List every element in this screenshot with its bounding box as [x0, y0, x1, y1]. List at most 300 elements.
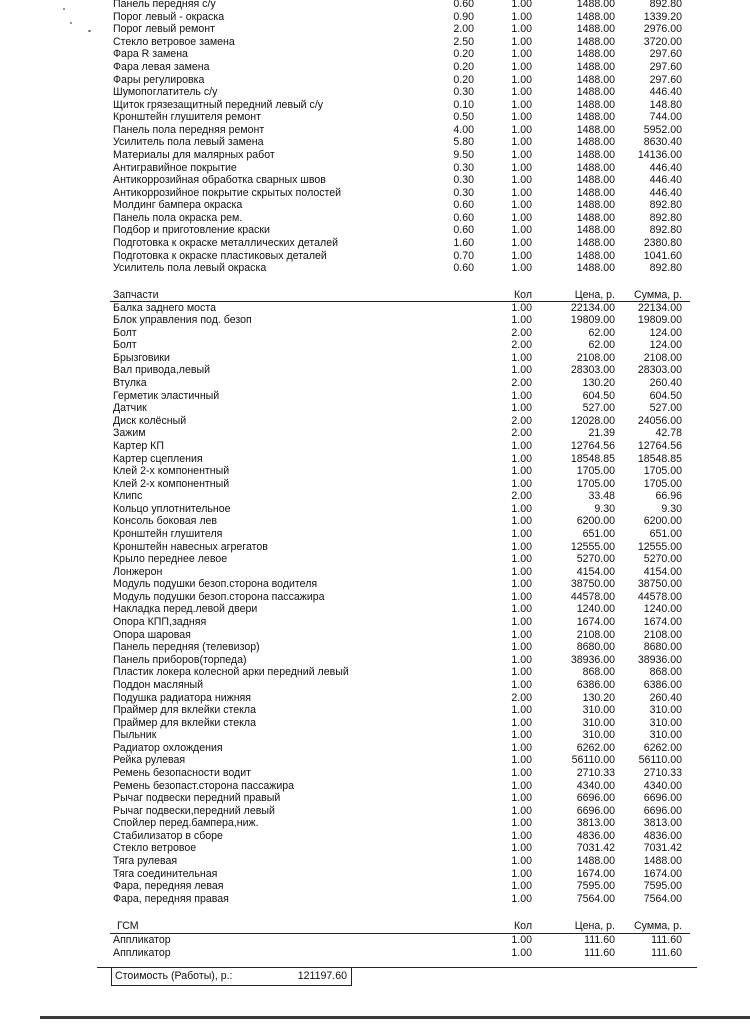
part-price: 7564.00 — [576, 892, 615, 905]
work-name: Антигравийное покрытие — [113, 161, 237, 174]
work-sum: 3720.00 — [643, 35, 682, 48]
work-k: 1.00 — [511, 35, 532, 48]
part-price: 38936.00 — [570, 653, 615, 666]
work-sum: 148.80 — [649, 98, 682, 111]
part-sum: 868.00 — [649, 666, 682, 679]
work-cost-total — [111, 968, 352, 986]
part-price: 2108.00 — [576, 351, 615, 364]
part-name: Клей 2-х компонентный — [113, 465, 230, 477]
work-row — [0, 212, 750, 225]
work-nh: 0.30 — [453, 174, 474, 187]
work-k: 1.00 — [511, 98, 532, 111]
part-name: Кольцо уплотнительное — [113, 502, 231, 515]
work-price: 1488.00 — [576, 136, 615, 149]
gsm-qty-header: Кол — [513, 920, 532, 932]
part-sum: 260.40 — [649, 377, 682, 389]
work-sum: 8630.40 — [643, 136, 682, 149]
part-sum: 310.00 — [649, 729, 682, 742]
part-price: 5270.00 — [576, 553, 615, 566]
work-name: Панель пола передняя ремонт — [113, 123, 265, 136]
scan-bottom-edge — [40, 1016, 750, 1019]
work-price: 1488.00 — [576, 48, 615, 61]
part-row — [0, 302, 750, 315]
part-sum: 5270.00 — [643, 553, 682, 566]
work-sum: 14136.00 — [637, 149, 682, 161]
part-price: 12028.00 — [570, 414, 615, 427]
part-qty: 1.00 — [511, 439, 532, 452]
work-row — [0, 36, 750, 49]
work-nh: 9.50 — [453, 149, 474, 161]
part-qty: 2.00 — [511, 339, 532, 352]
work-name: Подбор и приготовление краски — [113, 224, 270, 237]
work-k: 1.00 — [511, 186, 532, 199]
work-row — [0, 199, 750, 212]
work-nh: 0.60 — [453, 0, 474, 10]
work-name: Материалы для малярных работ — [113, 149, 275, 161]
work-price: 1488.00 — [576, 60, 615, 73]
work-row — [0, 237, 750, 250]
work-nh: 0.10 — [453, 98, 474, 111]
part-name: Рейка рулевая — [113, 754, 186, 767]
work-nh: 0.30 — [453, 161, 474, 174]
part-qty: 1.00 — [511, 678, 532, 691]
part-qty: 1.00 — [511, 892, 532, 905]
part-name: Вал привода,левый — [113, 364, 211, 377]
part-qty: 1.00 — [511, 754, 532, 767]
part-price: 44578.00 — [570, 590, 615, 603]
part-sum: 2710.33 — [643, 767, 682, 779]
part-row — [0, 327, 750, 340]
part-price: 12555.00 — [570, 540, 615, 553]
work-nh: 4.00 — [453, 123, 474, 136]
part-name: Фара, передняя левая — [113, 880, 224, 893]
part-name: Клей 2-х компонентный — [113, 477, 230, 490]
gsm-name: Аппликатор — [113, 946, 171, 959]
part-row — [0, 805, 750, 818]
work-sum: 744.00 — [649, 111, 682, 124]
part-row — [0, 868, 750, 881]
part-row — [0, 578, 750, 591]
part-row — [0, 729, 750, 742]
part-qty: 1.00 — [511, 855, 532, 867]
gsm-name: Аппликатор — [113, 934, 171, 946]
part-price: 1240.00 — [576, 603, 615, 616]
part-qty: 1.00 — [511, 364, 532, 377]
part-price: 21.39 — [588, 427, 615, 440]
part-sum: 44578.00 — [637, 590, 682, 603]
part-price: 62.00 — [588, 339, 615, 352]
part-qty: 1.00 — [511, 628, 532, 641]
part-name: Картер сцепления — [113, 452, 203, 465]
part-sum: 7564.00 — [643, 892, 682, 905]
part-sum: 651.00 — [649, 527, 682, 540]
work-nh: 0.20 — [453, 60, 474, 73]
work-row — [0, 136, 750, 149]
part-sum: 310.00 — [649, 716, 682, 729]
part-price: 8680.00 — [576, 641, 615, 654]
work-name: Антикоррозийное покрытие скрытых полостей — [113, 186, 342, 199]
part-sum: 6386.00 — [643, 678, 682, 691]
part-qty: 1.00 — [511, 767, 532, 779]
work-k: 1.00 — [511, 199, 532, 212]
part-name: Кронштейн глушителя — [113, 527, 223, 540]
part-name: Ремень безопаст.сторона пассажира — [113, 779, 295, 792]
part-row — [0, 402, 750, 415]
scan-speck — [88, 30, 91, 32]
part-row — [0, 616, 750, 629]
work-row — [0, 74, 750, 87]
part-row — [0, 528, 750, 541]
part-row — [0, 415, 750, 428]
gsm-row — [0, 947, 750, 960]
part-sum: 9.30 — [661, 502, 682, 515]
work-name: Фары регулировка — [113, 73, 205, 86]
part-sum: 12555.00 — [637, 540, 682, 553]
part-name: Консоль боковая лев — [113, 515, 218, 528]
part-name: Диск колёсный — [113, 414, 187, 427]
part-sum: 6262.00 — [643, 741, 682, 754]
part-qty: 1.00 — [511, 729, 532, 742]
part-price: 4836.00 — [576, 829, 615, 842]
work-name: Подготовка к окраске металлических деталей — [113, 237, 339, 249]
part-price: 3813.00 — [576, 817, 615, 830]
work-nh: 0.60 — [453, 224, 474, 237]
part-row — [0, 515, 750, 528]
part-row — [0, 666, 750, 679]
part-price: 868.00 — [582, 666, 615, 679]
part-name: Пыльник — [113, 729, 157, 742]
part-sum: 38936.00 — [637, 653, 682, 666]
work-row — [0, 250, 750, 263]
part-qty: 1.00 — [511, 641, 532, 654]
part-price: 1488.00 — [576, 855, 615, 867]
work-nh: 5.80 — [453, 136, 474, 149]
part-price: 604.50 — [582, 389, 615, 402]
work-name: Панель передняя с/у — [113, 0, 216, 10]
work-price: 1488.00 — [576, 237, 615, 249]
part-row — [0, 440, 750, 453]
part-qty: 1.00 — [511, 842, 532, 855]
work-price: 1488.00 — [576, 73, 615, 86]
part-name: Радиатор охлождения — [113, 741, 223, 754]
work-row — [0, 124, 750, 137]
part-sum: 19809.00 — [637, 314, 682, 327]
part-row — [0, 490, 750, 503]
part-price: 1705.00 — [576, 465, 615, 477]
part-sum: 2108.00 — [643, 351, 682, 364]
part-row — [0, 541, 750, 554]
work-price: 1488.00 — [576, 174, 615, 187]
part-qty: 1.00 — [511, 603, 532, 616]
part-sum: 66.96 — [655, 490, 682, 503]
part-name: Балка заднего моста — [113, 301, 216, 314]
part-row — [0, 893, 750, 906]
work-sum: 446.40 — [649, 86, 682, 99]
part-qty: 2.00 — [511, 377, 532, 389]
work-price: 1488.00 — [576, 86, 615, 99]
part-price: 651.00 — [582, 527, 615, 540]
part-row — [0, 339, 750, 352]
work-k: 1.00 — [511, 224, 532, 237]
part-row — [0, 830, 750, 843]
part-row — [0, 692, 750, 705]
part-row — [0, 817, 750, 830]
gsm-sum-header: Сумма, р. — [633, 920, 682, 932]
part-sum: 42.78 — [655, 427, 682, 440]
work-k: 1.00 — [511, 23, 532, 36]
part-sum: 7031.42 — [643, 842, 682, 855]
part-row — [0, 641, 750, 654]
scan-speck — [70, 22, 72, 24]
part-name: Болт — [113, 339, 137, 352]
scan-speck — [63, 8, 65, 10]
part-price: 1705.00 — [576, 477, 615, 490]
work-name: Шумопоглатитель с/у — [113, 86, 218, 99]
gsm-price: 111.60 — [584, 934, 615, 946]
part-qty: 1.00 — [511, 465, 532, 477]
part-price: 6200.00 — [576, 515, 615, 528]
part-name: Ремень безопасности водит — [113, 767, 252, 779]
part-qty: 2.00 — [511, 414, 532, 427]
part-sum: 124.00 — [649, 326, 682, 339]
part-sum: 6696.00 — [643, 804, 682, 817]
part-sum: 2108.00 — [643, 628, 682, 641]
work-price: 1488.00 — [576, 211, 615, 224]
part-name: Стабилизатор в сборе — [113, 829, 223, 842]
part-name: Болт — [113, 326, 137, 339]
work-nh: 1.60 — [453, 237, 474, 249]
part-sum: 527.00 — [649, 402, 682, 415]
part-price: 9.30 — [594, 502, 615, 515]
gsm-sum: 111.60 — [651, 934, 682, 946]
part-name: Пластик локера колесной арки передний левый — [113, 666, 349, 679]
part-price: 1674.00 — [576, 616, 615, 628]
work-name: Порог левый - окраска — [113, 10, 225, 23]
part-row — [0, 654, 750, 667]
part-row — [0, 717, 750, 730]
part-qty: 1.00 — [511, 515, 532, 528]
part-price: 1674.00 — [576, 867, 615, 880]
work-price: 1488.00 — [576, 0, 615, 10]
gsm-title: ГСМ — [117, 920, 139, 932]
part-row — [0, 478, 750, 491]
work-price: 1488.00 — [576, 224, 615, 237]
part-price: 130.20 — [582, 377, 615, 389]
work-row — [0, 187, 750, 200]
part-row — [0, 314, 750, 327]
part-name: Тяга рулевая — [113, 855, 178, 867]
part-qty: 1.00 — [511, 590, 532, 603]
work-nh: 2.00 — [453, 23, 474, 36]
work-name: Усилитель пола левый окраска — [113, 262, 267, 275]
part-sum: 6200.00 — [643, 515, 682, 528]
parts-sum-header: Сумма, р. — [633, 289, 682, 301]
part-row — [0, 792, 750, 805]
part-name: Втулка — [113, 377, 147, 389]
part-qty: 2.00 — [511, 691, 532, 704]
part-qty: 1.00 — [511, 716, 532, 729]
part-price: 19809.00 — [570, 314, 615, 327]
work-sum: 5952.00 — [643, 123, 682, 136]
part-qty: 1.00 — [511, 867, 532, 880]
work-row — [0, 174, 750, 187]
work-price: 1488.00 — [576, 149, 615, 161]
part-name: Опора шаровая — [113, 628, 191, 641]
work-price: 1488.00 — [576, 10, 615, 23]
part-qty: 1.00 — [511, 351, 532, 364]
work-sum: 297.60 — [649, 60, 682, 73]
work-sum: 892.80 — [649, 199, 682, 212]
work-row — [0, 262, 750, 275]
part-name: Праймер для вклейки стекла — [113, 716, 256, 729]
parts-header — [0, 288, 750, 302]
work-nh: 0.90 — [453, 10, 474, 23]
part-name: Блок управления под. безоп — [113, 314, 252, 327]
work-row — [0, 162, 750, 175]
part-price: 33.48 — [588, 490, 615, 503]
work-k: 1.00 — [511, 48, 532, 61]
part-price: 22134.00 — [570, 301, 615, 314]
parts-qty-header: Кол — [513, 289, 532, 301]
part-row — [0, 591, 750, 604]
gsm-price-header: Цена, р. — [574, 920, 615, 932]
part-row — [0, 742, 750, 755]
part-price: 6696.00 — [576, 792, 615, 805]
part-row — [0, 767, 750, 780]
part-qty: 1.00 — [511, 741, 532, 754]
work-sum: 892.80 — [649, 224, 682, 237]
part-row — [0, 679, 750, 692]
part-name: Подушка радиатора нижняя — [113, 691, 252, 704]
part-row — [0, 780, 750, 793]
part-qty: 1.00 — [511, 779, 532, 792]
part-name: Опора КПП,задняя — [113, 616, 207, 628]
part-row — [0, 377, 750, 390]
part-name: Крыло переднее левое — [113, 553, 228, 566]
total-value: 121197.60 — [297, 970, 347, 982]
part-sum: 604.50 — [649, 389, 682, 402]
part-row — [0, 842, 750, 855]
part-price: 18548.85 — [570, 452, 615, 465]
part-price: 2710.33 — [576, 767, 615, 779]
part-sum: 18548.85 — [637, 452, 682, 465]
part-sum: 22134.00 — [637, 301, 682, 314]
work-sum: 892.80 — [649, 0, 682, 10]
work-nh: 0.30 — [453, 186, 474, 199]
part-qty: 1.00 — [511, 616, 532, 628]
part-row — [0, 503, 750, 516]
part-name: Рычаг подвески,передний левый — [113, 804, 275, 817]
part-qty: 1.00 — [511, 452, 532, 465]
work-name: Панель пола окраска рем. — [113, 211, 243, 224]
gsm-row — [0, 934, 750, 947]
part-qty: 1.00 — [511, 402, 532, 415]
part-price: 62.00 — [588, 326, 615, 339]
work-row — [0, 23, 750, 36]
work-price: 1488.00 — [576, 262, 615, 275]
part-sum: 24056.00 — [637, 414, 682, 427]
work-k: 1.00 — [511, 123, 532, 136]
work-row — [0, 149, 750, 162]
part-sum: 28303.00 — [637, 364, 682, 377]
gsm-qty: 1.00 — [511, 946, 532, 959]
work-name: Порог левый ремонт — [113, 23, 215, 36]
work-k: 1.00 — [511, 174, 532, 187]
gsm-price: 111.60 — [584, 946, 615, 959]
part-qty: 1.00 — [511, 578, 532, 591]
total-label: Стоимость (Работы), р.: — [115, 970, 233, 982]
work-k: 1.00 — [511, 86, 532, 99]
part-sum: 1674.00 — [643, 867, 682, 880]
part-name: Клипс — [113, 490, 143, 503]
work-sum: 1041.60 — [643, 249, 682, 262]
part-price: 6696.00 — [576, 804, 615, 817]
work-nh: 0.60 — [453, 199, 474, 212]
gsm-header — [0, 919, 750, 933]
part-qty: 1.00 — [511, 301, 532, 314]
gsm-qty: 1.00 — [511, 934, 532, 946]
work-row — [0, 48, 750, 61]
part-price: 130.20 — [582, 691, 615, 704]
part-name: Фара, передняя правая — [113, 892, 229, 905]
part-row — [0, 553, 750, 566]
part-name: Тяга соединительная — [113, 867, 218, 880]
part-price: 310.00 — [582, 704, 615, 717]
part-price: 6262.00 — [576, 741, 615, 754]
part-price: 310.00 — [582, 729, 615, 742]
part-sum: 38750.00 — [637, 578, 682, 591]
work-sum: 297.60 — [649, 48, 682, 61]
work-name: Фара R замена — [113, 48, 188, 61]
work-k: 1.00 — [511, 73, 532, 86]
work-sum: 1339.20 — [643, 10, 682, 23]
part-row — [0, 427, 750, 440]
work-nh: 0.70 — [453, 249, 474, 262]
part-qty: 1.00 — [511, 704, 532, 717]
part-sum: 4340.00 — [643, 779, 682, 792]
part-name: Датчик — [113, 402, 147, 415]
work-price: 1488.00 — [576, 111, 615, 124]
work-name: Стекло ветровое замена — [113, 35, 235, 48]
part-name: Модуль подушки безоп.сторона водителя — [113, 578, 318, 591]
part-row — [0, 566, 750, 579]
part-row — [0, 704, 750, 717]
part-price: 56110.00 — [571, 754, 615, 767]
part-qty: 1.00 — [511, 792, 532, 805]
part-name: Панель приборов(торпеда) — [113, 653, 247, 666]
work-price: 1488.00 — [576, 35, 615, 48]
work-row — [0, 111, 750, 124]
part-sum: 56110.00 — [638, 754, 682, 767]
work-k: 1.00 — [511, 237, 532, 249]
work-price: 1488.00 — [576, 23, 615, 36]
work-nh: 0.60 — [453, 211, 474, 224]
work-price: 1488.00 — [576, 123, 615, 136]
work-name: Усилитель пола левый замена — [113, 136, 264, 149]
work-k: 1.00 — [511, 0, 532, 10]
work-nh: 0.60 — [453, 262, 474, 275]
work-nh: 0.30 — [453, 86, 474, 99]
part-name: Поддон масляный — [113, 678, 204, 691]
work-sum: 446.40 — [649, 161, 682, 174]
part-sum: 310.00 — [649, 704, 682, 717]
work-name: Кронштейн глушителя ремонт — [113, 111, 261, 124]
work-price: 1488.00 — [576, 98, 615, 111]
work-name: Подготовка к окраске пластиковых деталей — [113, 249, 327, 262]
work-k: 1.00 — [511, 211, 532, 224]
work-price: 1488.00 — [576, 199, 615, 212]
work-nh: 0.20 — [453, 48, 474, 61]
